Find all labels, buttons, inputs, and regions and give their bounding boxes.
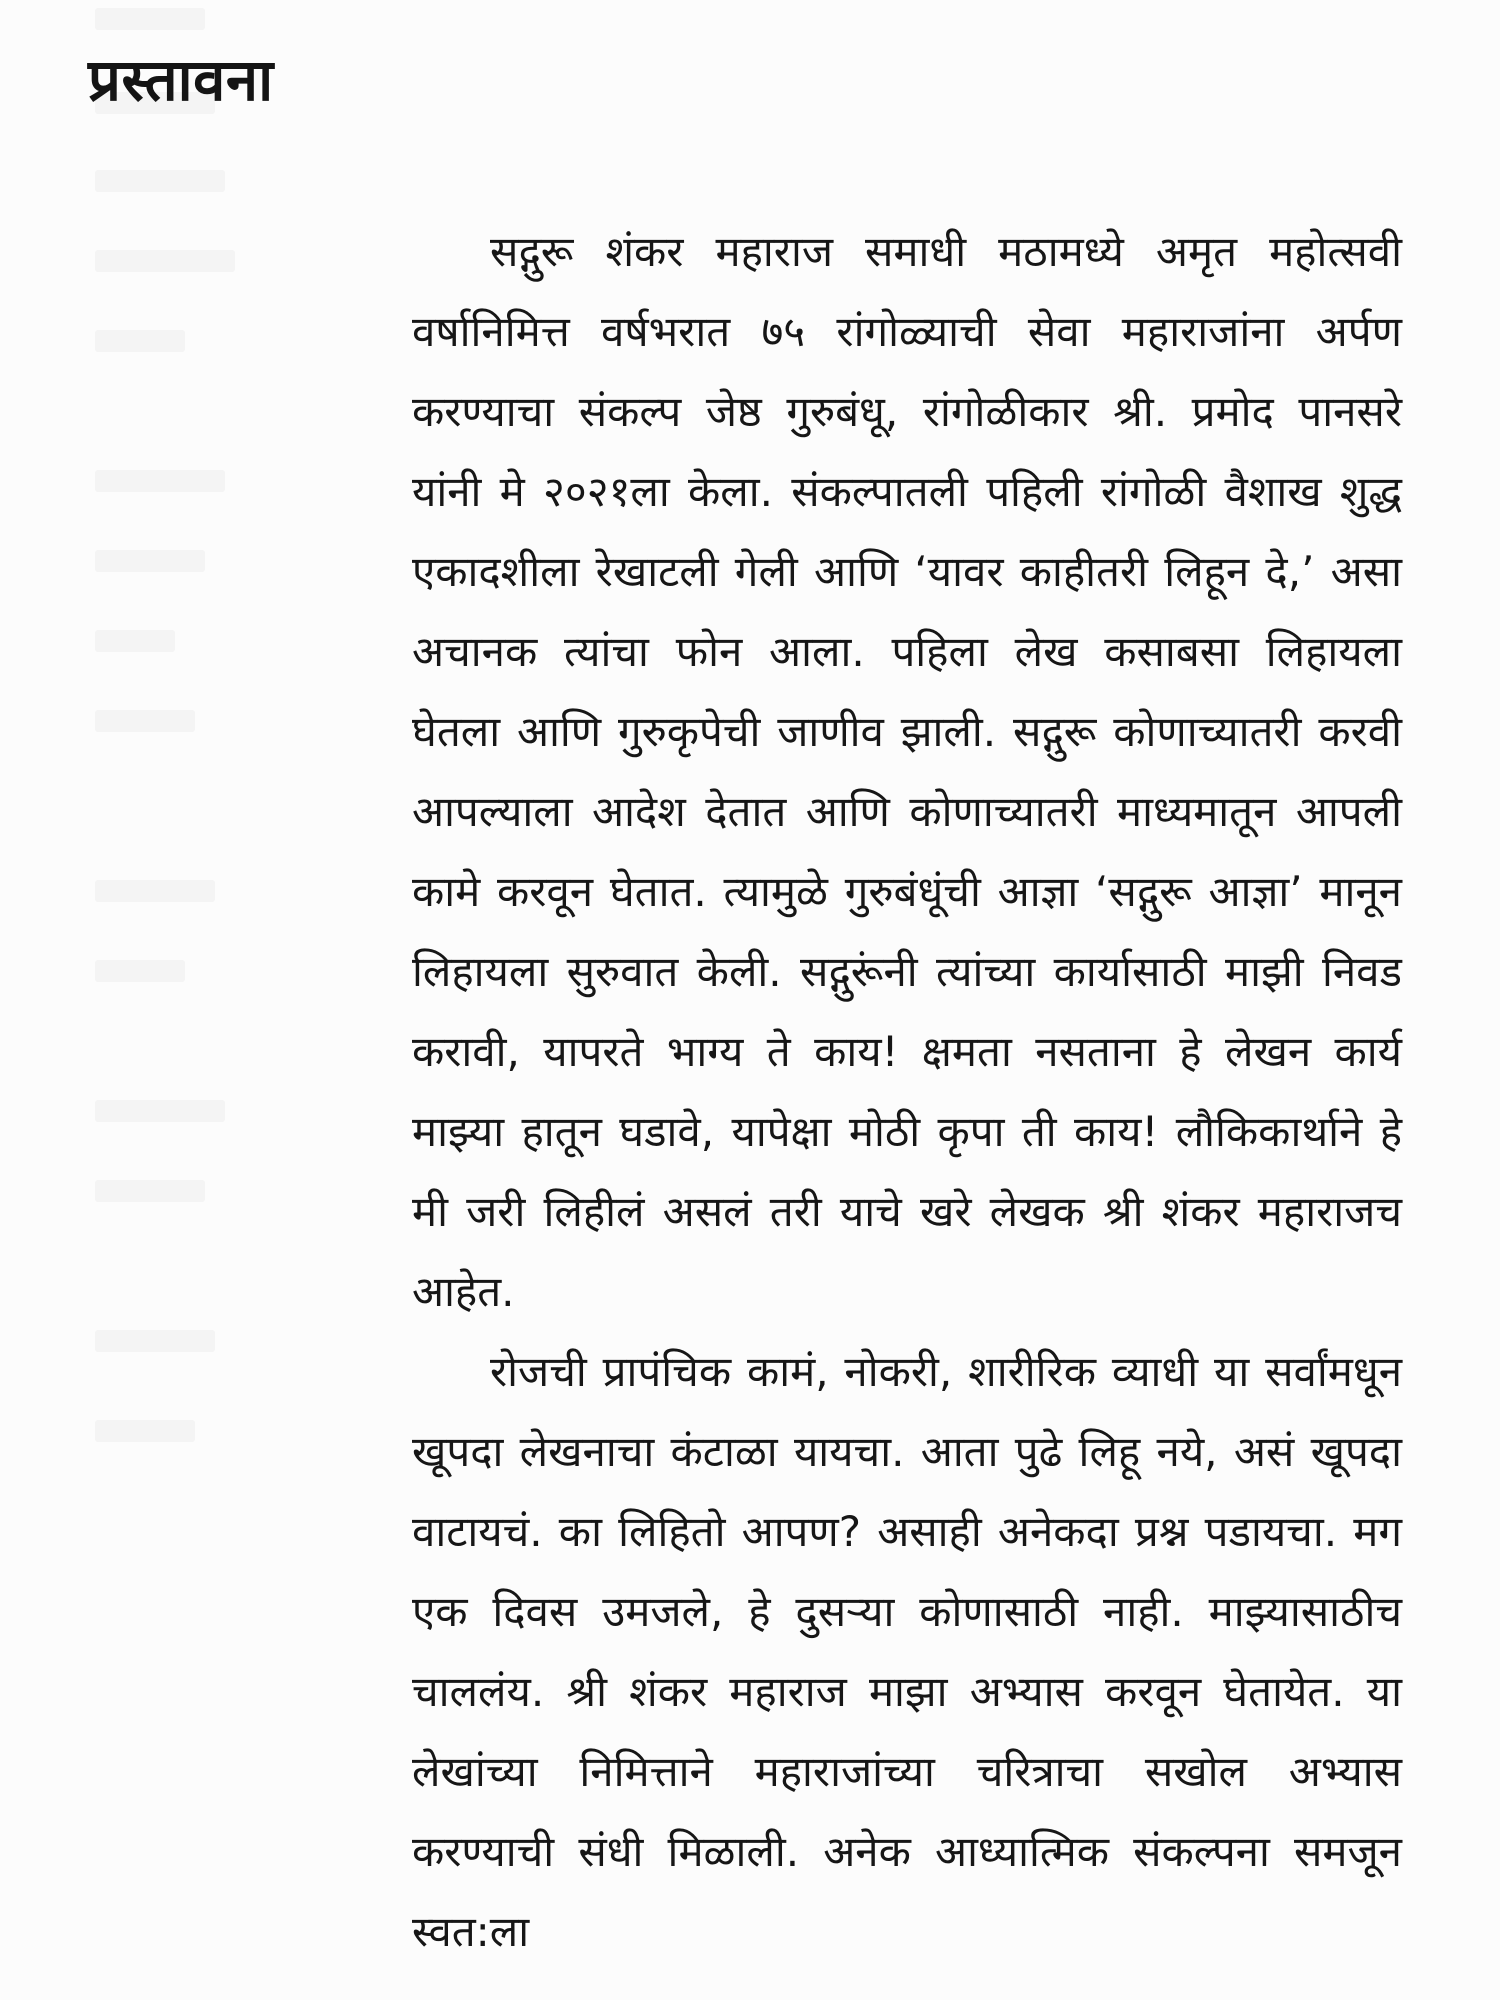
body-text [412,212,1402,1972]
bleed-through-mark [95,960,185,982]
bleed-through-mark [95,250,235,272]
bleed-through-mark [95,1180,205,1202]
bleed-through-mark [95,8,205,30]
page-title: प्रस्तावना [88,46,274,114]
bleed-through-mark [95,1100,225,1122]
bleed-through-mark [95,470,225,492]
bleed-through-mark [95,630,175,652]
bleed-through-mark [95,710,195,732]
paragraph: रोजची प्रापंचिक कामं, नोकरी, शारीरिक व्याधी या सर्वांमधून खूपदा लेखनाचा कंटाळा यायचा. आता पुढे लिहू नये, असं खूपदा वाटायचं. का लिहितो आपण? असाही अनेकदा प्रश्न पडायचा. मग एक दिवस उमजले, हे दुसऱ्या कोणासाठी नाही. माझ्यासाठीच चाललंय. श्री शंकर महाराज माझा अभ्यास करवून घेतायेत. या लेखांच्या निमित्ताने महाराजांच्या चरित्राचा सखोल अभ्यास करण्याची संधी मिळाली. अनेक आध्यात्मिक संकल्पना समजून स्वत:ला [412,1347,1402,1956]
bleed-through-mark [95,880,215,902]
bleed-through-mark [95,1420,195,1442]
bleed-through-mark [95,170,225,192]
bleed-through-mark [95,330,185,352]
paragraph: सद्गुरू शंकर महाराज समाधी मठामध्ये अमृत महोत्सवी वर्षानिमित्त वर्षभरात ७५ रांगोळ्याची सेवा महाराजांना अर्पण करण्याचा संकल्प जेष्ठ गुरुबंधू, रांगोळीकार श्री. प्रमोद पानसरे यांनी मे २०२१ला केला. संकल्पातली पहिली रांगोळी वैशाख शुद्ध एकादशीला रेखाटली गेली आणि ‘यावर काहीतरी लिहून दे,’ असा अचानक त्यांचा फोन आला. पहिला लेख कसाबसा लिहायला घेतला आणि गुरुकृपेची जाणीव झाली. सद्गुरू कोणाच्यातरी करवी आपल्याला आदेश देतात आणि कोणाच्यातरी माध्यमातून आपली कामे करवून घेतात. त्यामुळे गुरुबंधूंची आज्ञा ‘सद्गुरू आज्ञा’ मानून लिहायला सुरुवात केली. सद्गुरूंनी त्यांच्या कार्यासाठी माझी निवड करावी, यापरते भाग्य ते काय! क्षमता नसताना हे लेखन कार्य माझ्या हातून घडावे, यापेक्षा मोठी कृपा ती काय! लौकिकार्थाने हे मी जरी लिहीलं असलं तरी याचे खरे लेखक श्री शंकर महाराजच आहेत. [412,227,1402,1316]
bleed-through-mark [95,550,205,572]
bleed-through-mark [95,1330,215,1352]
